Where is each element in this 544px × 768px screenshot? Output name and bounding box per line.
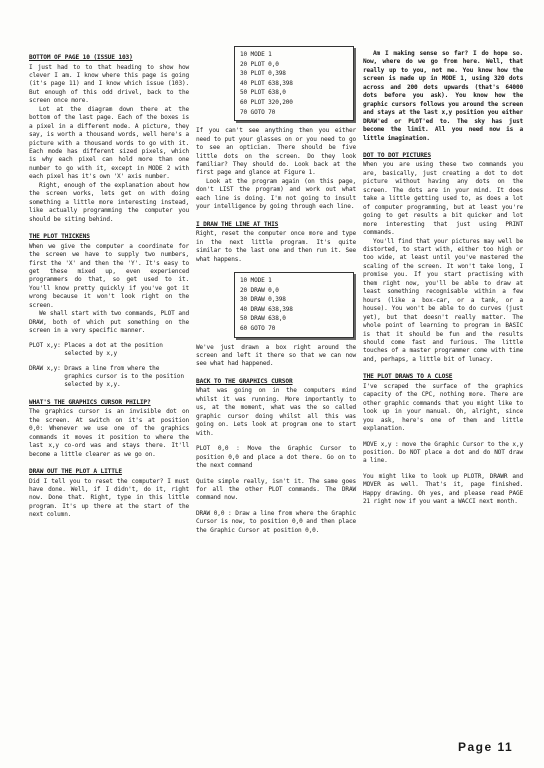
definition-text: Places a dot at the position selected by x,y bbox=[64, 341, 163, 358]
heading-back-to-graphics-cursor: BACK TO THE GRAPHICS CURSOR bbox=[196, 377, 293, 385]
paragraph: You might like to look up PLOTR, DRAWR and MOVER as well. That's it, page finished. Happy drawing. Oh yes, and please read PAGE 21 right now if you want a WACCI next month. bbox=[363, 472, 523, 506]
code-line: 30 PLOT 0,398 bbox=[240, 70, 286, 78]
paragraph: If you can't see anything then you either need to put your glasses on or you need to go to see an optician. There should be five little dots on the screen. Do they look familiar? They should do. Look back at the first page and glance at Figure 1. bbox=[196, 127, 356, 177]
code-line: 60 GOTO 70 bbox=[240, 324, 276, 332]
code-line: 40 PLOT 638,398 bbox=[240, 79, 293, 87]
heading-draw-out-the-plot: DRAW OUT THE PLOT A LITTLE bbox=[29, 468, 122, 476]
paragraph: Lot at the diagram down there at the bottom of the last page. Each of the boxes is a pixel in a different mode. A picture, they say, is worth a thousand words, well here's a picture with a thousand words to go with it. Each mode has different sized pixels, which is why each pixel can hold more than one number to go with it, except in MODE 2 with each pixel has it's own 'X' axis number. bbox=[29, 105, 189, 181]
draw-definition bbox=[29, 365, 189, 390]
column-3 bbox=[363, 50, 523, 507]
heading-the-plot-thickens: THE PLOT THICKENS bbox=[29, 233, 90, 241]
code-line: 10 MODE 1 bbox=[240, 277, 272, 284]
code-line: 50 DRAW 638,0 bbox=[240, 315, 286, 323]
code-listing-plot bbox=[234, 46, 354, 121]
paragraph: PLOT 0,0 : Move the Graphic Cursor to position 0,0 and place a dot there. Go on to the next command bbox=[196, 445, 356, 470]
code-line: 50 PLOT 638,0 bbox=[240, 89, 286, 97]
paragraph: I just had to to that heading to show how clever I am. I know where this page is going (it's page 11) and I know which issue (103). But enough of this odd drivel, back to the screen once more. bbox=[29, 63, 189, 105]
paragraph: Right, enough of the explanation about how the screen works, lets get on with doing something a little more interesting instead, like actually programming the computer you should be siting behind. bbox=[29, 181, 189, 223]
paragraph: We've just drawn a box right around the screen and left it there so that we can now see what had happened. bbox=[196, 343, 356, 368]
definition-text: Draws a line from where the graphics cursor is to the position selected by x,y. bbox=[64, 364, 184, 389]
column-2 bbox=[196, 50, 356, 535]
paragraph: The graphics cursor is an invisible dot on the screen. At switch on it's at position 0,0: Whenever we use one of the graphics commands it moves it position to where the last x,y co-ord was and stays there. It'll become a little clearer as we go on. bbox=[29, 408, 189, 458]
paragraph: We shall start with two commands, PLOT and DRAW, both of which put something on the screen in a very specific manner. bbox=[29, 310, 189, 335]
paragraph: I've scraped the surface of the graphics capacity of the CPC, nothing more. There are other graphic commands that you might like to look up in your manual. Oh, alright, since you ask, here's one of them and little explanation. bbox=[363, 382, 523, 433]
definition-term: PLOT x,y: bbox=[29, 341, 65, 349]
code-line: 20 PLOT 0,0 bbox=[240, 60, 279, 68]
code-line: 20 DRAW 0,0 bbox=[240, 286, 279, 294]
paragraph: Am I making sense so far? I do hope so. Now, where do we go from here. Well, that really up to you, not me. You know how the screen is made up in MODE 1, using 320 dots across and 200 dots upwards (that's 64000 dots before you ask). You know how the graphic cursors follows you around the screen and stays at the last x,y position you either DRAW'ed or PLOT'ed to. The sky has just become the limit. All you need now is a little imagination. bbox=[363, 50, 523, 142]
paragraph: When you are using these two commands you are, basically, just creating a dot to dot picture without having any dots on the screen. The dots are in your mind. It does take a little getting used to, as does a lot of computer programming, but at least you're going to get results a bit quicker and lot more interesting that just using PRINT commands. bbox=[363, 161, 523, 237]
paragraph: MOVE x,y : move the Graphic Cursor to the x,y position. Do NOT place a dot and do NOT draw a line. bbox=[363, 440, 523, 465]
heading-plot-draws-to-close: THE PLOT DRAWS TO A CLOSE bbox=[363, 373, 453, 381]
definition-term: DRAW x,y: bbox=[29, 364, 65, 372]
paragraph: What was going on in the computers mind whilst it was running. More importantly to us, at the moment, what was the so called graphic cursor doing whilst all this was going on. Lets look at program one to start with. bbox=[196, 387, 356, 437]
paragraph: Look at the program again (on this page, don't LIST the program) and work out what each line is doing. I'm not going to insult your intelligence by going through each line. bbox=[196, 177, 356, 211]
code-line: 60 PLOT 320,200 bbox=[240, 98, 293, 106]
code-listing-draw bbox=[234, 272, 354, 338]
paragraph: Did I tell you to reset the computer? I must have done. Well, if I didn't, do it, right now. Done that. Right, type in this little program. It's up there at the start of the next column. bbox=[29, 477, 189, 519]
paragraph: When we give the computer a coordinate for the screen we have to supply two numbers, first the 'X' and then the 'Y'. It's easy to get these mixed up, even experienced programmers do that, so get used to it. You'll know pretty quickly if you've got it wrong because it won't look right on the screen. bbox=[29, 242, 189, 309]
heading-bottom-of-page-10: BOTTOM OF PAGE 10 (ISSUE 103) bbox=[29, 54, 133, 61]
plot-definition bbox=[29, 342, 189, 359]
code-line: 70 GOTO 70 bbox=[240, 108, 276, 116]
heading-dot-to-dot: DOT TO DOT PICTURES bbox=[363, 151, 431, 159]
paragraph: You'll find that your pictures may well be distorted, to start with, either too high or too wide, at least until you've mastered the scaling of the screen. It won't take long, I promise you. If you start practising with them right now, you'll be able to draw at least something recognisable within a few hours (like a box-car, or a tank, or a house). You won't be able to do curves (just yet), but that doesn't really matter. The whole point of learning to program in BASIC is that it should be fun and the results should come fast and furious. The little touches of a master programmer come with time and, perhaps, a little bit of lunacy. bbox=[363, 237, 523, 363]
page-number: Page 11 bbox=[458, 740, 514, 754]
heading-i-draw-the-line: I DRAW THE LINE AT THIS bbox=[196, 220, 279, 228]
paragraph: Quite simple really, isn't it. The same goes for all the other PLOT commands. The DRAW command now. bbox=[196, 477, 356, 502]
paragraph: DRAW 0,0 : Draw a line from where the Graphic Cursor is now, to position 0,0 and then place the Graphic Cursor at position 0,0. bbox=[196, 509, 356, 534]
code-line: 30 DRAW 0,398 bbox=[240, 296, 286, 304]
code-line: 40 DRAW 638,398 bbox=[240, 305, 293, 313]
heading-graphics-cursor: WHAT'S THE GRAPHICS CURSOR PHILIP? bbox=[29, 398, 151, 406]
paragraph: Right, reset the computer once more and type in the next little program. It's quite similar to the last one and then run it. See what happens. bbox=[196, 230, 356, 263]
code-line: 10 MODE 1 bbox=[240, 51, 272, 58]
column-1 bbox=[29, 50, 189, 520]
